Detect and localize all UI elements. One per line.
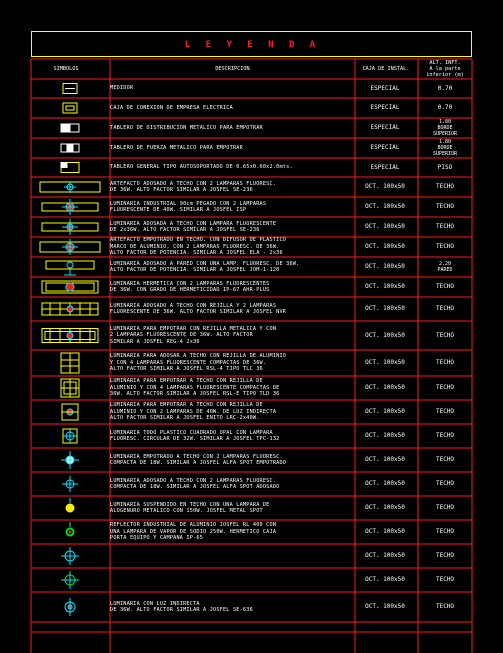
row-altura — [418, 85, 472, 92]
row-caja: OCT. 100x50 — [365, 283, 405, 290]
header-simbolos: SIMBOLOS — [53, 66, 79, 72]
description-line: LUMINARIA ADOSADO A TECHO CON 2 LAMPARAS FLUORESC. — [110, 477, 277, 484]
altura-line: TECHO — [435, 305, 455, 312]
row-description — [110, 105, 355, 111]
grille-fixture-icon — [42, 303, 98, 315]
altura-line: TECHO — [435, 223, 455, 230]
row-description — [110, 181, 355, 194]
row-caja: OCT. 100x50 — [365, 243, 405, 250]
row-altura — [418, 139, 472, 157]
altura-line: 2.20 — [438, 261, 452, 267]
header-alt-3: inferior (m) — [426, 72, 464, 78]
ceiling-fixture-icon — [42, 219, 98, 235]
description-line: LUMINARIA ADOSADO A PARED CON UNA LAMP. FLUORESC. DE 36W. — [110, 260, 300, 267]
description-line: LUMINARIA PARA EMPOTRAR CON REJILLA METALICA Y CON — [110, 325, 277, 332]
row-altura — [418, 384, 472, 391]
altura-line: TECHO — [435, 384, 455, 391]
row-altura — [418, 528, 472, 535]
row-altura — [418, 576, 472, 583]
row-altura — [418, 305, 472, 312]
row-description — [110, 237, 355, 256]
row-caja: OCT. 100x50 — [365, 432, 405, 439]
row-altura — [418, 183, 472, 190]
meter-box-icon — [63, 84, 77, 94]
row-altura — [418, 261, 472, 273]
description-line: TABLERO GENERAL TIPO AUTOSOPORTADO DE 0.65x0.60x2.0mts. — [110, 164, 293, 171]
description-line: LUMINARIA INDUSTRIAL 90cm PEGADO CON 2 LAMPARAS — [110, 200, 267, 207]
row-caja: ESPECIAL — [370, 104, 400, 111]
header-descripcion: DESCRIPCION — [215, 66, 250, 72]
description-line: ALTO FACTOR SIMILAR A JOSFEL ENITO LRC-2x40W. — [110, 415, 260, 422]
description-line: UNA LAMPARA DE VAPOR DE SODIO 250W. HERMETICO CAJA — [110, 528, 277, 535]
row-altura — [418, 104, 472, 111]
description-line: ALTO FACTOR SIMILAR A JOSFEL RSL-4 TIPO TLC 36 — [110, 366, 263, 373]
altura-line: TECHO — [435, 603, 455, 610]
general-panel-icon — [61, 163, 79, 173]
description-line: ARTEFACTO ADOSADO A TECHO CON 2 LAMPARAS FLUORESC. — [110, 180, 277, 187]
altura-line: TECHO — [435, 408, 455, 415]
recessed-spot-icon — [61, 451, 79, 469]
description-line: DE 36W. ALTO FACTOR SIMILAR A JOSFEL SE-636 — [110, 607, 253, 613]
row-caja: OCT. 100x50 — [365, 528, 405, 535]
altura-line: TECHO — [435, 283, 455, 290]
row-altura — [418, 359, 472, 366]
description-line: COMPACTA DE 18W. SIMILAR A JOSFEL ALFA SPOT EMPOTRADO — [110, 460, 287, 466]
altura-line: TECHO — [435, 331, 455, 339]
row-altura — [418, 552, 472, 559]
row-altura — [418, 432, 472, 439]
row-description — [110, 430, 355, 443]
row-caja: OCT. 100x50 — [365, 331, 405, 339]
altura-line: BORDE — [437, 145, 453, 151]
altura-line: TECHO — [435, 528, 455, 535]
row-caja: OCT. 100x50 — [365, 576, 405, 583]
row-description — [110, 85, 355, 91]
row-altura — [418, 603, 472, 610]
altura-line: SUPERIOR — [432, 131, 458, 137]
recessed-grille-icon — [42, 329, 98, 343]
aluminum-grille-icon — [61, 353, 79, 373]
description-line: REFLECTOR INDUSTRIAL DE ALUMINIO JOSFEL RL 400 CON — [110, 522, 277, 529]
altura-line: TECHO — [435, 480, 455, 487]
distribution-panel-icon — [61, 124, 79, 132]
row-caja: OCT. 100x50 — [365, 183, 405, 190]
description-line: LUMINARIA PARA ADOSAR A TECHO CON REJILLA DE ALUMINIO — [110, 353, 287, 360]
surface-fixture-icon — [40, 181, 100, 193]
indirect-light-icon — [62, 404, 78, 420]
row-altura — [418, 332, 472, 339]
row-description — [110, 522, 355, 541]
altura-line: 0.70 — [437, 104, 453, 111]
header-alt-1: ALT. INFT. — [429, 60, 461, 66]
recessed-fixture-icon — [40, 239, 100, 255]
row-altura — [418, 504, 472, 511]
altura-line: TECHO — [435, 359, 455, 366]
row-description — [110, 221, 355, 234]
row-caja: OCT. 100x50 — [365, 480, 405, 487]
description-line: LUMINARIA SUSPENDIDO EN TECHO CON UNA LAMPARA DE — [110, 501, 270, 508]
legend-title-box — [31, 31, 472, 57]
row-caja: ESPECIAL — [370, 144, 400, 151]
altura-line: PISO — [437, 163, 453, 171]
altura-line: TECHO — [435, 432, 455, 439]
description-line: MEDIDOR — [110, 85, 134, 92]
indirect-luminaire-icon — [65, 598, 75, 616]
altura-line: TECHO — [435, 552, 455, 559]
altura-line: BORDE — [437, 125, 453, 131]
description-line: DE 2x36W. ALTO FACTOR SIMILAR A JOSFEL SE-236 — [110, 227, 260, 233]
metal-halide-icon — [65, 498, 75, 513]
description-line: MARCO DE ALUMINIO, CON 2 LAMPARAS FLUORESC. DE 36W. — [110, 243, 280, 250]
description-line: LUMINARIA HERMETICA CON 2 LAMPARAS FLUORESCENTES — [110, 280, 270, 287]
row-description — [110, 478, 355, 491]
row-description — [110, 261, 355, 274]
row-caja: OCT. 100x50 — [365, 359, 405, 366]
row-description — [110, 326, 355, 345]
altura-line: 0.70 — [437, 84, 453, 92]
hermetic-fixture-icon — [42, 281, 98, 293]
altura-line: 1.80 — [438, 139, 452, 145]
description-line: FLUORESC. CIRCULAR DE 32W. SIMILAR A JOSFEL TPC-132 — [110, 436, 280, 442]
power-panel-icon — [61, 144, 79, 152]
wall-fixture-icon — [46, 261, 94, 275]
description-line: LUMINARIA PARA EMPOTRAR A TECHO CON REJILLA DE — [110, 402, 263, 409]
altura-line: TECHO — [435, 576, 455, 583]
description-line: Y CON 4 LAMPARAS FLUORESCENTE COMPACTAS DE 36W. — [110, 359, 267, 366]
row-altura — [418, 164, 472, 171]
description-line: DE 36W. ALTO FACTOR SIMILAR A JOSFEL SE-236 — [110, 187, 253, 193]
row-altura — [418, 480, 472, 487]
row-caja: OCT. 100x50 — [365, 603, 405, 610]
row-caja: OCT. 100x50 — [365, 305, 405, 312]
row-altura — [418, 243, 472, 250]
row-caja: OCT. 100x50 — [365, 384, 405, 391]
description-line: SIMILAR A JOSFEL REG-4 2x36 — [110, 338, 200, 345]
description-line: 36W. ALTO FACTOR SIMILAR A JOSFEL RSL-E TIPO TLD 36 — [110, 391, 280, 398]
industrial-fixture-icon — [42, 199, 98, 215]
row-caja: OCT. 100x50 — [365, 456, 405, 463]
description-line: TABLERO DE DISTRIBUCION METALICO PARA EMPOTRAR — [110, 124, 263, 131]
row-description — [110, 454, 355, 467]
row-description — [110, 402, 355, 421]
description-line: LUMINARIA PARA EMPOTRAR A TECHO CON REJILLA DE — [110, 378, 263, 385]
surface-spot-icon — [62, 476, 78, 492]
description-line: CAJA DE CONEXION DE EMPRESA ELECTRICA — [110, 104, 233, 111]
row-description — [110, 601, 355, 614]
description-line: TABLERO DE FUERZA METALICO PARA EMPOTRAR — [110, 144, 243, 151]
row-altura — [418, 456, 472, 463]
row-description — [110, 125, 355, 131]
description-line: LUMINARIA TODO PLASTICO CUADRADO OPAL CON LAMPARA — [110, 429, 273, 436]
description-line: COMPACTA DE 18W. SIMILAR A JOSFEL ALFA SPOT ADOSADO — [110, 484, 280, 490]
row-caja: ESPECIAL — [370, 124, 400, 131]
row-caja: OCT. 100x50 — [365, 504, 405, 511]
altura-line: TECHO — [435, 203, 455, 210]
blue-cross-icon — [61, 547, 79, 565]
description-line: FLUORESCENTE DE 40W. SIMILAR A JOSFEL ISP — [110, 207, 247, 213]
row-caja: ESPECIAL — [370, 84, 400, 92]
description-line: LUMINARIA EMPOTRADO A TECHO CON 2 LAMPARAS FLUORESC. — [110, 453, 283, 460]
row-altura — [418, 119, 472, 137]
row-caja: OCT. 100x50 — [365, 408, 405, 415]
altura-line: TECHO — [435, 183, 455, 190]
legend-title: L E Y E N D A — [184, 40, 321, 50]
altura-line: TECHO — [435, 504, 455, 511]
row-caja: OCT. 100x50 — [365, 263, 405, 270]
row-description — [110, 201, 355, 214]
description-line: DE 36W. CON GRADO DE HERMETICIDAD IP-67 AHR-PLUS — [110, 287, 270, 293]
description-line: ALTO FACTOR DE POTENCIA. SIMILAR A JOSFEL JOM-1-120 — [110, 267, 280, 273]
description-line: LUMINARIA ADOSADA A TECHO CON LAMPARA FLUORESCENTE — [110, 220, 277, 227]
square-opal-icon — [63, 429, 77, 443]
altura-line: SUPERIOR — [432, 151, 458, 157]
description-line: ARTEFACTO EMPOTRADO EN TECHO, CON DIFUSOR DE PLASTICO — [110, 237, 287, 244]
row-description — [110, 164, 355, 170]
row-description — [110, 303, 355, 316]
description-line: ALOGENURO METALICO CON 150W. JOSFEL METAL SPOT — [110, 508, 263, 514]
description-line: LUMINARIA ADOSADO A TECHO CON REJILLA Y 2 LAMPARAS — [110, 302, 277, 309]
row-altura — [418, 223, 472, 230]
row-description — [110, 378, 355, 397]
row-caja: OCT. 100x50 — [365, 203, 405, 210]
row-caja: OCT. 100x50 — [365, 552, 405, 559]
description-line: ALUMINIO Y CON 2 LAMPARAS DE 40W. DE LUZ INDIRECTA — [110, 408, 277, 415]
row-altura — [418, 408, 472, 415]
row-description — [110, 281, 355, 294]
description-line: 2 LAMPARAS FLUORESCENTE DE 36W. ALTO FACTOR — [110, 332, 253, 339]
row-description — [110, 145, 355, 151]
description-line: LUMINARIA CON LUZ INDIRECTA — [110, 600, 200, 607]
connection-box-icon — [63, 103, 77, 113]
row-description — [110, 353, 355, 372]
recessed-aluminum-icon — [61, 379, 79, 397]
altura-line: PARED — [437, 267, 453, 273]
altura-line: TECHO — [435, 456, 455, 463]
description-line: PORTA EQUIPO Y CAMPANA IP-65 — [110, 535, 204, 542]
row-caja: ESPECIAL — [370, 163, 400, 171]
description-line: FLUORESCENTE DE 36W. ALTO FACTOR SIMILAR A JOSFEL NVR — [110, 309, 287, 315]
green-cross-icon — [61, 571, 79, 589]
industrial-reflector-icon — [65, 522, 75, 537]
row-altura — [418, 203, 472, 210]
row-altura — [418, 283, 472, 290]
altura-line: 1.80 — [438, 119, 452, 125]
header-caja: CAJA DE INSTAL. — [362, 66, 410, 72]
row-description — [110, 502, 355, 515]
description-line: ALUMINIO Y CON 4 LAMPARAS FLUORESCENTE COMPACTAS DE — [110, 384, 280, 391]
row-caja: OCT. 100x50 — [365, 223, 405, 230]
header-alt-2: A la parte — [429, 66, 461, 72]
altura-line: TECHO — [435, 243, 455, 250]
description-line: ALTO FACTOR DE POTENCIA. SIMILAR A JOSFEL ELA - 2x36 — [110, 250, 283, 257]
